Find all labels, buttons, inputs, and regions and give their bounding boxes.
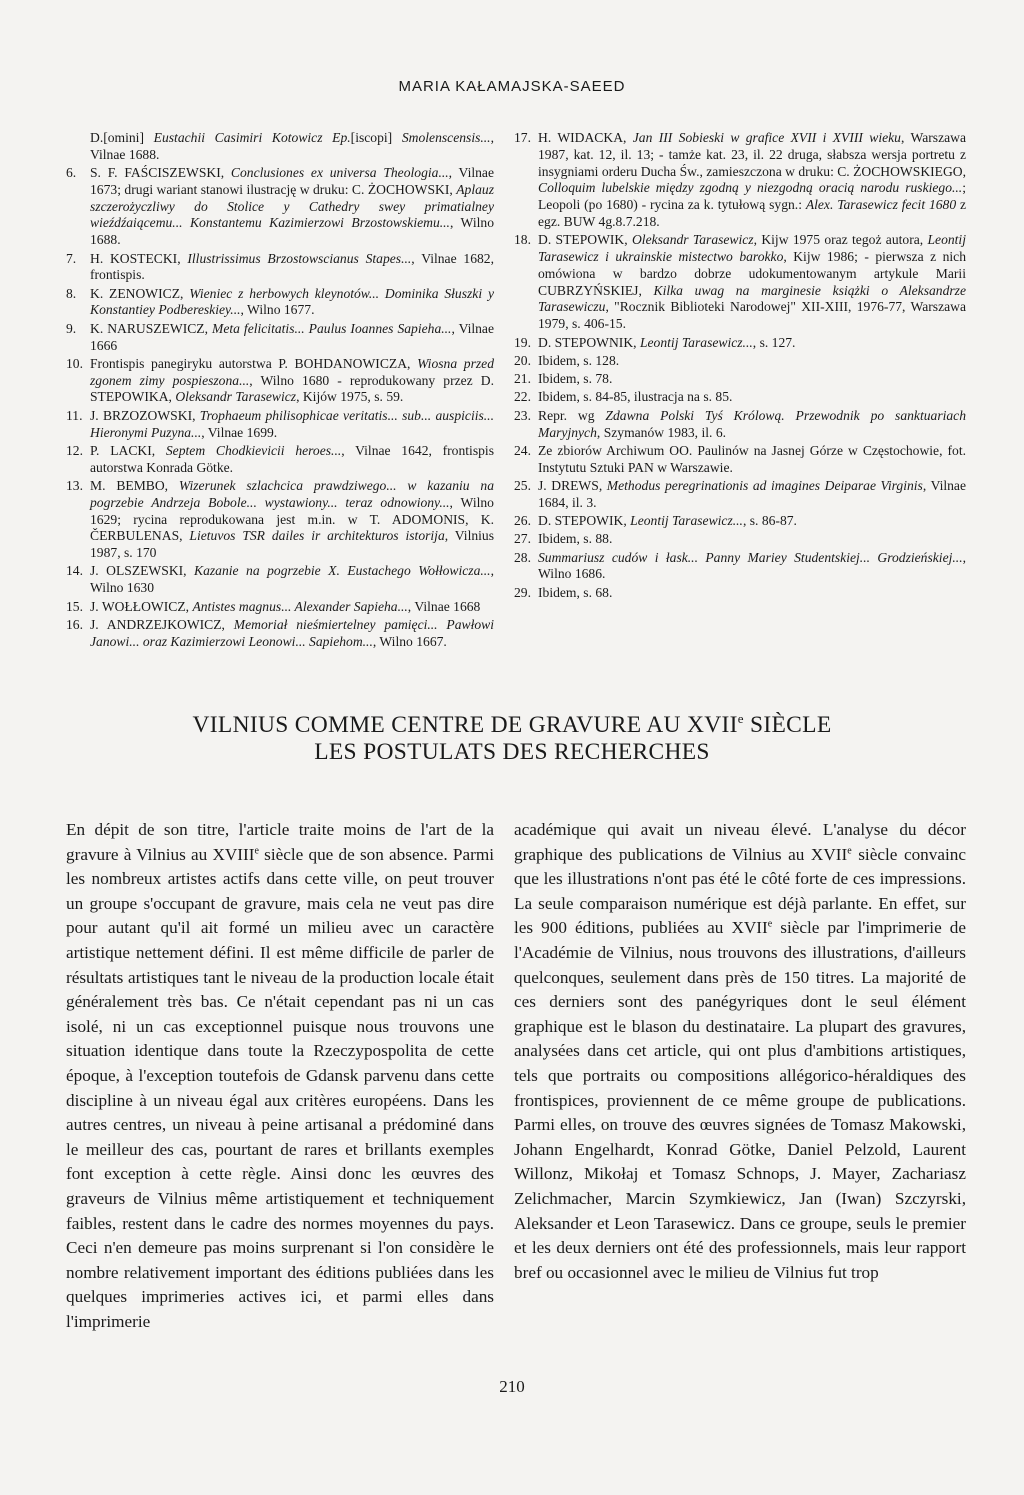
footnote (514, 408, 966, 442)
footnote-number: 13. (66, 477, 83, 493)
footnote (66, 617, 494, 651)
footnote-text: Ibidem, s. 128. (538, 352, 620, 368)
footnote (514, 550, 966, 584)
footnote-number: 29. (514, 584, 531, 600)
footnote-text: P. LACKI, Septem Chodkievicii heroes..., Vilnae 1642, frontispis autorstwa Konrada Götke. (90, 442, 494, 475)
footnote-text: Frontispis panegiryku autorstwa P. BOHDANOWICZA, Wiosna przed zgonem zimy pospieszona..., Wilno 1680 - reprodukowany przez D. STEPOWIKA, Oleksandr Tarasewicz, Kijów 1975, s. 59. (90, 355, 494, 405)
footnote-text: J. OLSZEWSKI, Kazanie na pogrzebie X. Eustachego Wołłowicza..., Wilno 1630 (90, 563, 494, 596)
footnote-number: 26. (514, 513, 531, 529)
footnote-text: H. KOSTECKI, Illustrissimus Brzostowscianus Stapes..., Vilnae 1682, frontispis. (90, 250, 494, 283)
footnote-number: 19. (514, 334, 531, 350)
footnote (514, 478, 966, 512)
running-head: MARIA KAŁAMAJSKA-SAEED (398, 78, 626, 95)
title-line1-sup: e (737, 711, 744, 727)
footnote (514, 443, 966, 477)
footnote-text: Repr. wg Zdawna Polski Tyś Królową. Przewodnik po sanktuariach Maryjnych, Szymanów 1983, il. 6. (538, 407, 967, 440)
footnote-text: J. WOŁŁOWICZ, Antistes magnus... Alexander Sapieha..., Vilnae 1668 (90, 598, 481, 614)
page-number: 210 (499, 1377, 525, 1396)
footnote-number: 12. (66, 442, 83, 458)
footnote-number: 23. (514, 407, 531, 423)
footnote-number: 11. (66, 407, 83, 423)
article-title-line-1 (0, 712, 1024, 739)
body-text-left: En dépit de son titre, l'article traite moins de l'art de la gravure à Vilnius au XVIIIe siècle que de son absence. Parmi les nombreux artistes actifs dans cette ville, on peut trouver un groupe s'occupant de gravure, mais cela ne veut pas dire pour autant qu'il ait formé un milieu avec un caractère artistique nettement défini. Il est même difficile de parler de résultats artistiques tant le niveau de la production locale était généralement très bas. Ce n'était cependant pas ni un cas isolé, ni un cas exceptionnel puisque nous trouvons une situation identique dans toute la Rzeczypospolita de cette époque, à l'exception toutefois de Gdansk parvenu dans cette discipline à un niveau égal aux critères européens. Dans les autres centres, un niveau à peine artisanal a prédominé dans le meilleur des cas, pourtant de rares et brillants exemples font exception à cette règle. Ainsi donc les œuvres des graveurs de Vilnius même artistiquement et techniquement faibles, restent dans le cadre des normes moyennes du pays. Ceci n'en demeure pas moins surprenant si l'on considère le nombre relativement important des éditions publiées dans les quelques imprimeries actives ici, et parmi elles dans l'imprimerie (66, 820, 494, 1331)
footnote-text: J. BRZOZOWSKI, Trophaeum philisophicae veritatis... sub... auspiciis... Hieronymi Puzyna..., Vilnae 1699. (90, 407, 494, 440)
footnote-text: D. STEPOWIK, Leontij Tarasewicz..., s. 86-87. (538, 513, 797, 529)
footnote-number: 14. (66, 563, 83, 579)
footnote (66, 356, 494, 406)
footnote-text: D.[omini] Eustachii Casimiri Kotowicz Ep.[iscopi] Smolenscensis..., Vilnae 1688. (90, 130, 494, 162)
footnote (514, 353, 966, 370)
footnote (66, 478, 494, 562)
footnote-text: Ibidem, s. 68. (538, 584, 613, 600)
footnote-text: M. BEMBO, Wizerunek szlachcica prawdziwego... w kazaniu na pogrzebie Andrzeja Bobole... wystawiony... teraz odnowiony..., Wilno 1629; rycina reprodukowana jest m.in. w T. ADOMONIS, K. ČERBULENAS, Lietuvos TSR dailes ir architekturos istorija, Vilnius 1987, s. 170 (90, 477, 494, 561)
footnote (66, 286, 494, 320)
footnote-number: 21. (514, 371, 531, 387)
footnote (514, 371, 966, 388)
body-text-right: académique qui avait un niveau élevé. L'analyse du décor graphique des publications de Vilnius au XVIIe siècle convainc que les illustrations n'ont pas été le côté forte de ces impressions. La seule comparaison numérique est déjà parlante. En effet, sur les 900 éditions, publiées au XVIIe siècle par l'imprimerie de l'Académie de Vilnius, nous trouvons des illustrations, d'ailleurs quelconques, seulement dans près de 150 titres. La majorité de ces derniers sont des panégyriques dont le seul élément graphique est le blason du destinataire. La plupart des gravures, analysées dans cet article, qui ont plus d'ambitions artistiques, tels que portraits ou compositions allégorico-héraldiques des frontispices, proviennent de ce même groupe de publications. Parmi elles, on trouve des œuvres signées de Tomasz Makowski, Johann Engelhardt, Konrad Götke, Daniel Pelzold, Laurent Willonz, Mikołaj et Tomasz Schnops, J. Mayer, Zachariasz Zelichmacher, Marcin Szymkiewicz, Jan (Iwan) Szczyrski, Aleksander et Leon Tarasewicz. Dans ce groupe, seuls le premier et les deux derniers ont été des professionnels, mais leur rapport bref ou occasionnel avec le milieu de Vilnius fut trop (514, 820, 967, 1282)
footnote (66, 599, 494, 616)
footnote (514, 389, 966, 406)
footnote-number: 17. (514, 130, 531, 145)
footnote (514, 130, 966, 231)
footnote-text: J. DREWS, Methodus peregrinationis ad imagines Deiparae Virginis, Vilnae 1684, il. 3. (538, 477, 966, 510)
footnote (66, 563, 494, 597)
title-line1-b: SIÈCLE (743, 712, 832, 738)
footnote (66, 443, 494, 477)
footnote-text: Ibidem, s. 78. (538, 371, 613, 387)
footnote (66, 165, 494, 249)
footnote-number: 22. (514, 389, 531, 405)
footnote (66, 321, 494, 355)
footnote-number: 27. (514, 531, 531, 547)
footnote-number: 20. (514, 352, 531, 368)
footnote (514, 585, 966, 602)
body-column-left (66, 818, 494, 1334)
footnote (514, 335, 966, 352)
notes-column-left (66, 130, 494, 652)
footnote-number: 16. (66, 616, 83, 632)
footnote (66, 130, 494, 164)
footnote-text: D. STEPOWIK, Oleksandr Tarasewicz, Kijw 1975 oraz tegoż autora, Leontij Tarasewicz i ukrainskie mistectwo barokko, Kijw 1986; - pierwsza z nich omówiona w bardzo dobrze udokumentowanym artykule Marii CUBRZYŃSKIEJ, Kilka uwag na marginesie książki o Aleksandrze Tarasewiczu, "Rocznik Biblioteki Narodowej" XII-XIII, 1976-77, Warszawa 1979, s. 406-15. (538, 232, 967, 332)
footnote-number: 6. (66, 165, 77, 181)
footnote-text: H. WIDACKA, Jan III Sobieski w grafice XVII i XVIII wieku, Warszawa 1987, kat. 12, il. 13; - tamże kat. 23, il. 22 druga, słabsza wersja portretu z insygniami orderu Ducha Św., zamieszczona w druku: C. ŻOCHOWSKIEGO, Colloquim lubelskie między zgodną y niezgodną oracią narodu ruskiego...; Leopoli (po 1680) - rycina za k. tytułową sygn.: Alex. Tarasewicz fecit 1680 z egz. BUW 4g.8.7.218. (538, 130, 967, 229)
footnote (66, 408, 494, 442)
footnote-number: 10. (66, 355, 83, 371)
footnote-number: 28. (514, 549, 531, 565)
footnote-text: Ibidem, s. 88. (538, 531, 613, 547)
footnote (66, 251, 494, 285)
footnote-number: 15. (66, 598, 83, 614)
footnote-number: 18. (514, 232, 531, 248)
notes-column-right (514, 130, 966, 603)
footnote (514, 232, 966, 333)
body-column-right (514, 818, 966, 1285)
footnote-text: Summariusz cudów i łask... Panny Mariey Studentskiej... Grodzieńskiej..., Wilno 1686. (538, 549, 966, 582)
footnote-text: D. STEPOWNIK, Leontij Tarasewicz..., s. 127. (538, 334, 796, 350)
footnote-text: S. F. FAŚCISZEWSKI, Conclusiones ex universa Theologia..., Vilnae 1673; drugi wariant stanowi ilustrację w druku: C. ŻOCHOWSKI, Aplauz szczerożyczliwy do Stolice y Cathedry swey primatialney wieźdźaiącemu... Konstantemu Kazimierzowi Brzostowskiemu..., Wilno 1688. (90, 165, 494, 248)
title-line1-a: VILNIUS COMME CENTRE DE GRAVURE AU XVII (192, 712, 738, 738)
footnote (514, 513, 966, 530)
article-title (0, 712, 1024, 766)
footnote-text: K. NARUSZEWICZ, Meta felicitatis... Paulus Ioannes Sapieha..., Vilnae 1666 (90, 320, 494, 353)
footnote-number: 7. (66, 250, 77, 266)
footnote (514, 531, 966, 548)
article-title-line-2: LES POSTULATS DES RECHERCHES (314, 739, 710, 765)
footnote-number: 24. (514, 442, 531, 458)
footnote-text: J. ANDRZEJKOWICZ, Memoriał nieśmiertelney pamięci... Pawłowi Janowi... oraz Kazimierzowi Leonowi... Sapiehom..., Wilno 1667. (90, 616, 494, 649)
footnote-number: 8. (66, 285, 77, 301)
footnote-text: Ze zbiorów Archiwum OO. Paulinów na Jasnej Górze w Częstochowie, fot. Instytutu Sztuki PAN w Warszawie. (538, 442, 966, 475)
footnote-number: 25. (514, 477, 531, 493)
footnote-text: K. ZENOWICZ, Wieniec z herbowych kleynotów... Dominika Słuszki y Konstantiey Podbereskiey..., Wilno 1677. (90, 285, 494, 318)
footnote-text: Ibidem, s. 84-85, ilustracja na s. 85. (538, 389, 733, 405)
footnote-number: 9. (66, 320, 77, 336)
